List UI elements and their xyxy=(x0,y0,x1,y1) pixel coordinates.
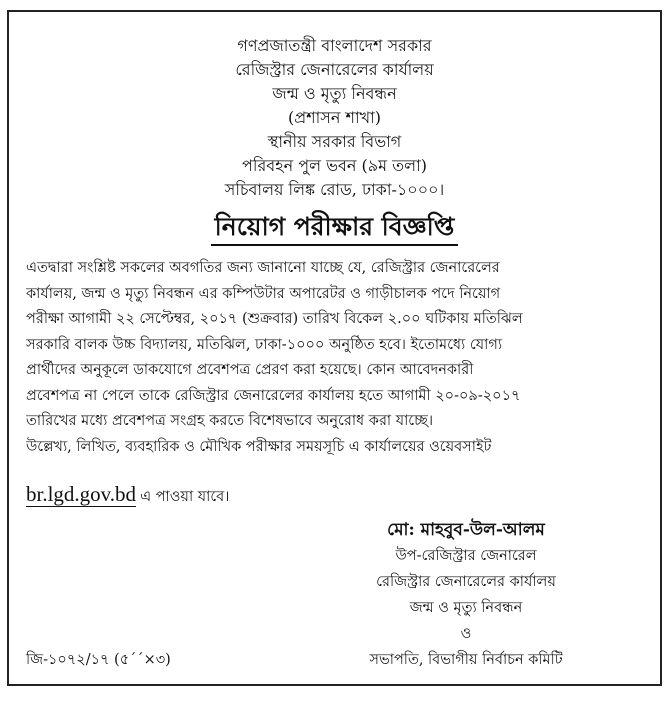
header-line-country: গণপ্রজাতন্ত্রী বাংলাদেশ সরকার xyxy=(237,36,432,55)
header-line-division: স্থানীয় সরকার বিভাগ xyxy=(267,132,402,151)
signatory-conjunction: ও xyxy=(460,626,472,642)
committee-role: সভাপতি, বিভাগীয় নির্বাচন কমিটি xyxy=(369,652,563,668)
header-line-office: রেজিস্ট্রার জেনারেলের কার্যালয় xyxy=(235,60,434,79)
website-suffix: এ পাওয়া যাবে। xyxy=(140,489,230,505)
header-line-address: সচিবালয় লিঙ্ক রোড, ঢাকা-১০০০। xyxy=(224,180,445,199)
header-line-branch: (প্রশাসন শাখা) xyxy=(288,108,381,127)
notice-body xyxy=(26,256,651,460)
body-line: সরকারি বালক উচ্চ বিদ্যালয়, মতিঝিল, ঢাকা-১০০০ অনুষ্ঠিত হবে। ইতোমধ্যে যোগ্য xyxy=(26,336,503,353)
office-header xyxy=(9,34,660,202)
recruitment-notice xyxy=(7,10,662,686)
body-line: কার্যালয়, জন্ম ও মৃত্যু নিবন্ধন এর কম্পিউটার অপারেটর ও গাড়ীচালক পদে নিয়োগ xyxy=(26,285,501,302)
body-line: পরীক্ষা আগামী ২২ সেপ্টেম্বর, ২০১৭ (শুক্রবার) তারিখ বিকেল ২.০০ ঘটিকায় মতিঝিল xyxy=(26,311,523,327)
body-line: প্রবেশপত্র না পেলে তাকে রেজিস্ট্রার জেনারেলের কার্যালয় হতে আগামী ২০-০৯-২০১৭ xyxy=(26,387,521,404)
header-line-building: পরিবহন পুল ভবন (৯ম তলা) xyxy=(242,156,427,175)
signatory-name: মো: মাহবুব-উল-আলম xyxy=(387,520,545,540)
signatory-designation: উপ-রেজিস্ট্রার জেনারেল xyxy=(395,548,537,564)
header-line-department: জন্ম ও মৃত্যু নিবন্ধন xyxy=(272,84,397,103)
body-line: এতদ্বারা সংশ্লিষ্ট সকলের অবগতির জন্য জানানো যাচ্ছে যে, রেজিস্ট্রার জেনারেলের xyxy=(26,260,500,276)
body-line: তারিখের মধ্যে প্রবেশপত্র সংগ্রহ করতে বিশেষভাবে অনুরোধ করা যাচ্ছে। xyxy=(26,413,434,429)
body-line: উল্লেখ্য, লিখিত, ব্যবহারিক ও মৌখিক পরীক্ষার সময়সূচি এ কার্যালয়ের ওয়েবসাইট xyxy=(26,438,492,455)
website-line xyxy=(26,482,229,510)
reference-code: জি-১০৭২/১৭ (৫´´×৩) xyxy=(26,652,171,668)
signatory-office: রেজিস্ট্রার জেনারেলের কার্যালয় xyxy=(376,574,556,590)
notice-title xyxy=(9,210,660,246)
body-line: প্রার্থীদের অনুকূলে ডাকযোগে প্রবেশপত্র প্রেরণ করা হয়েছে। কোন আবেদনকারী xyxy=(26,362,474,378)
signature-block xyxy=(316,517,616,647)
website-link[interactable]: br.lgd.gov.bd xyxy=(26,482,137,506)
notice-title-text: নিয়োগ পরীক্ষার বিজ্ঞপ্তি xyxy=(211,210,459,246)
signatory-department: জন্ম ও মৃত্যু নিবন্ধন xyxy=(409,600,523,616)
